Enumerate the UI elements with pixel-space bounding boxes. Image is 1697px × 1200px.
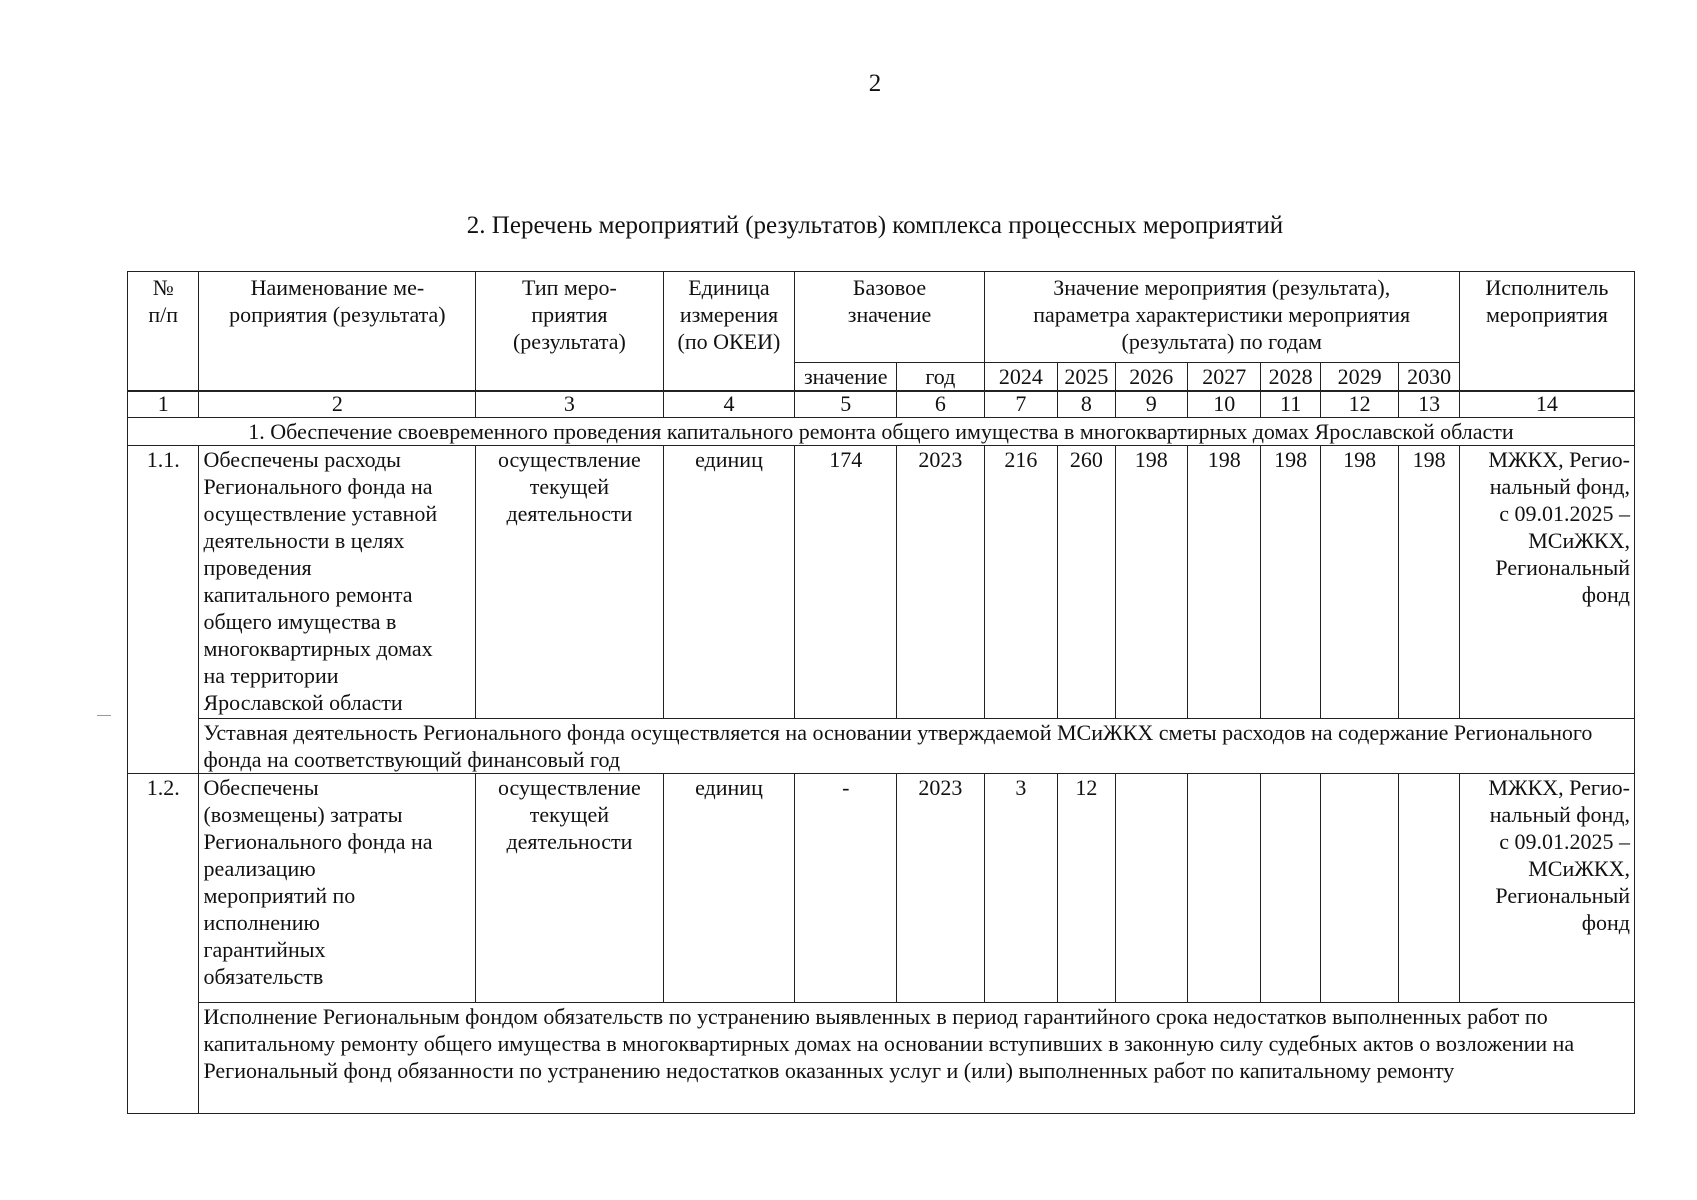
header-year-2030: 2030 bbox=[1399, 363, 1459, 392]
row-number: 1.2. bbox=[128, 773, 199, 1113]
header-year-2027: 2027 bbox=[1187, 363, 1260, 392]
value-2024: 216 bbox=[984, 445, 1057, 718]
value-2028: 198 bbox=[1261, 445, 1320, 718]
value-2028 bbox=[1261, 773, 1320, 1002]
column-number: 14 bbox=[1459, 391, 1634, 417]
column-number: 13 bbox=[1399, 391, 1459, 417]
column-number: 10 bbox=[1187, 391, 1260, 417]
row-number: 1.1. bbox=[128, 445, 199, 773]
column-number: 11 bbox=[1261, 391, 1320, 417]
header-year-2029: 2029 bbox=[1320, 363, 1399, 392]
executor: МЖКХ, Регио- нальный фонд, с 09.01.2025 – МСиЖКХ, Региональный фонд bbox=[1459, 445, 1634, 718]
measure-unit: единиц bbox=[663, 445, 795, 718]
header-num: № п/п bbox=[128, 272, 199, 392]
base-value: 174 bbox=[795, 445, 897, 718]
measure-name: Обеспечены (возмещены) затраты Регионального фонда на реализацию мероприятий по исполнению гарантийных обязательств bbox=[199, 773, 476, 1002]
value-2030 bbox=[1399, 773, 1459, 1002]
section-title: 1. Обеспечение своевременного проведения капитального ремонта общего имущества в многоквартирных домах Ярославской области bbox=[128, 417, 1635, 445]
header-unit: Единица измерения (по ОКЕИ) bbox=[663, 272, 795, 392]
column-number: 5 bbox=[795, 391, 897, 417]
value-2026: 198 bbox=[1115, 445, 1187, 718]
header-base-year: год bbox=[897, 363, 985, 392]
section-row bbox=[128, 417, 1635, 445]
column-number: 4 bbox=[663, 391, 795, 417]
measure-name: Обеспечены расходы Регионального фонда на осуществление уставной деятельности в целях проведения капитального ремонта общего имущества в многоквартирных домах на территории Ярославской области bbox=[199, 445, 476, 718]
measure-unit: единиц bbox=[663, 773, 795, 1002]
value-2026 bbox=[1115, 773, 1187, 1002]
header-year-2028: 2028 bbox=[1261, 363, 1320, 392]
column-numbers-row bbox=[128, 391, 1635, 417]
header-values: Значение мероприятия (результата), параметра характеристики мероприятия (результата) по годам bbox=[984, 272, 1459, 363]
executor: МЖКХ, Регио- нальный фонд, с 09.01.2025 – МСиЖКХ, Региональный фонд bbox=[1459, 773, 1634, 1002]
page-number: 2 bbox=[868, 70, 882, 97]
header-base-value: значение bbox=[795, 363, 897, 392]
value-2030: 198 bbox=[1399, 445, 1459, 718]
measure-note: Уставная деятельность Регионального фонда осуществляется на основании утверждаемой МСиЖКХ сметы расходов на содержание Регионального фонда на соответствующий финансовый год bbox=[199, 718, 1635, 773]
header-year-2024: 2024 bbox=[984, 363, 1057, 392]
column-number: 1 bbox=[128, 391, 199, 417]
value-2025: 12 bbox=[1058, 773, 1115, 1002]
header-executor: Исполнитель мероприятия bbox=[1459, 272, 1634, 392]
value-2027: 198 bbox=[1187, 445, 1260, 718]
measure-note: Исполнение Региональным фондом обязательств по устранению выявленных в период гарантийного срока недостатков выполненных работ по капитальному ремонту общего имущества в многоквартирных домах на основании вступивших в законную силу судебных актов о возложении на Региональный фонд обязанности по устранению недостатков оказанных услуг и (или) выполненных работ по капитальному ремонту bbox=[199, 1002, 1635, 1113]
base-year: 2023 bbox=[897, 445, 985, 718]
margin-mark bbox=[97, 715, 111, 716]
value-2025: 260 bbox=[1058, 445, 1115, 718]
column-number: 3 bbox=[476, 391, 663, 417]
note-row bbox=[128, 1002, 1635, 1113]
table-row bbox=[128, 773, 1635, 1002]
column-number: 6 bbox=[897, 391, 985, 417]
header-base: Базовое значение bbox=[795, 272, 984, 363]
note-row bbox=[128, 718, 1635, 773]
column-number: 8 bbox=[1058, 391, 1115, 417]
header-row bbox=[128, 272, 1635, 363]
value-2027 bbox=[1187, 773, 1260, 1002]
column-number: 2 bbox=[199, 391, 476, 417]
column-number: 12 bbox=[1320, 391, 1399, 417]
measure-type: осуществление текущей деятельности bbox=[476, 445, 663, 718]
base-value: - bbox=[795, 773, 897, 1002]
value-2029 bbox=[1320, 773, 1399, 1002]
value-2029: 198 bbox=[1320, 445, 1399, 718]
header-year-2025: 2025 bbox=[1058, 363, 1115, 392]
header-year-2026: 2026 bbox=[1115, 363, 1187, 392]
column-number: 9 bbox=[1115, 391, 1187, 417]
table-row bbox=[128, 445, 1635, 718]
document-title: 2. Перечень мероприятий (результатов) комплекса процессных мероприятий bbox=[466, 212, 1284, 239]
column-number: 7 bbox=[984, 391, 1057, 417]
value-2024: 3 bbox=[984, 773, 1057, 1002]
base-year: 2023 bbox=[897, 773, 985, 1002]
header-name: Наименование ме- роприятия (результата) bbox=[199, 272, 476, 392]
header-type: Тип меро- приятия (результата) bbox=[476, 272, 663, 392]
measure-type: осуществление текущей деятельности bbox=[476, 773, 663, 1002]
measures-table bbox=[127, 271, 1635, 1114]
